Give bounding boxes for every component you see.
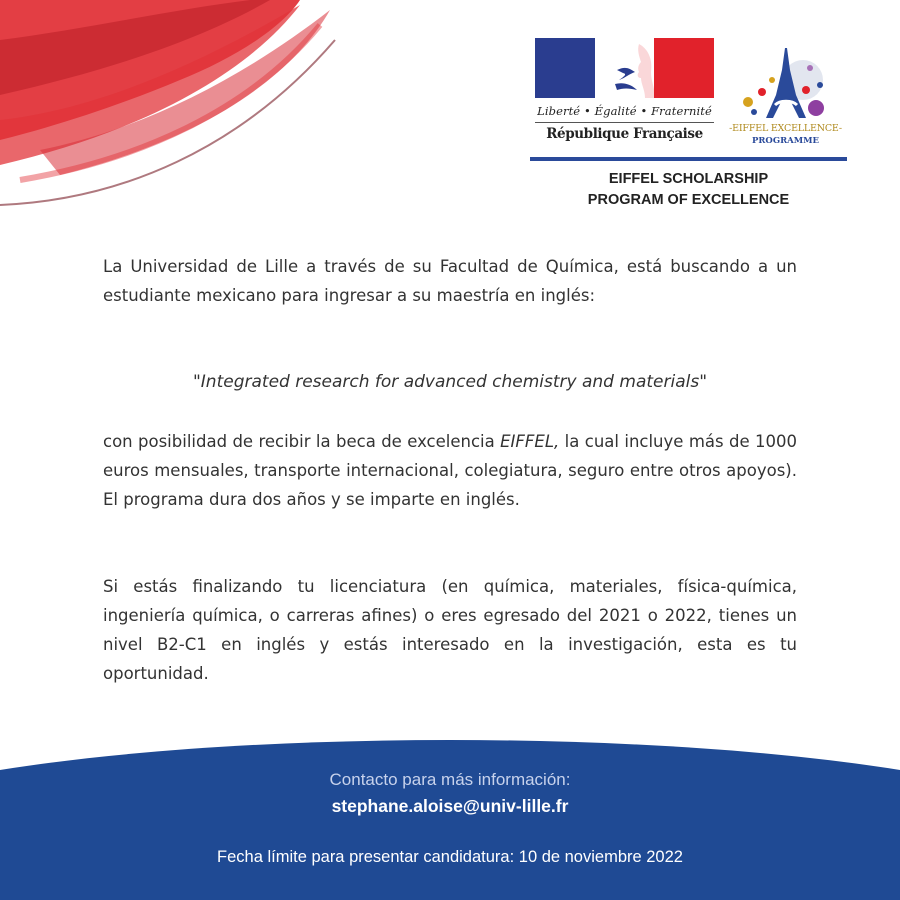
program-title-quote: "Integrated research for advanced chemistry and materials" — [192, 372, 708, 392]
republic-name: République Française — [546, 126, 703, 142]
scholarship-text-end: la cual incluye más de 1000 euros mensuales, transporte internacional, colegiatura, seguro entre otros apoyos). El programa dura dos años y se imparte en inglés. — [103, 432, 797, 509]
french-flag-icon — [535, 38, 714, 98]
scholarship-paragraph — [103, 427, 797, 514]
marianne-icon — [615, 38, 655, 98]
contact-email-link[interactable]: stephane.aloise@univ-lille.fr — [331, 796, 569, 816]
scholarship-title — [530, 169, 847, 211]
scholarship-text-start: con posibilidad de recibir la beca de excelencia — [103, 432, 501, 451]
republique-francaise-logo — [535, 38, 715, 158]
eligibility-paragraph: Si estás finalizando tu licenciatura (en química, materiales, física-química, ingeniería química, o carreras afines) o eres egresado del 2021 o 2022, tienes un nivel B2-C1 en inglés y estás interesado en la investigación, esta es tu oportunidad. — [103, 577, 797, 683]
scholarship-title-line2: PROGRAM OF EXCELLENCE — [587, 192, 790, 208]
eiffel-logo-title: -EIFFEL EXCELLENCE- — [729, 123, 842, 134]
contact-label: Contacto para más información: — [329, 770, 571, 789]
intro-text: La Universidad de Lille a través de su Facultad de Química, está buscando a un estudiante mexicano para ingresar a su maestría en inglés: — [103, 257, 797, 305]
application-deadline: Fecha límite para presentar candidatura: 10 de noviembre 2022 — [217, 848, 683, 866]
eiffel-tower-icon — [728, 40, 843, 122]
logo-divider — [535, 122, 714, 123]
eiffel-emphasis: EIFFEL, — [500, 432, 560, 451]
red-brush-decoration — [0, 0, 360, 215]
scholarship-title-line1: EIFFEL SCHOLARSHIP — [608, 171, 769, 187]
eiffel-logo-subtitle: PROGRAMME — [751, 136, 820, 146]
republic-motto: Liberté • Égalité • Fraternité — [537, 104, 712, 118]
intro-paragraph — [103, 252, 797, 310]
header-divider — [530, 157, 847, 161]
eiffel-excellence-logo — [728, 40, 843, 148]
